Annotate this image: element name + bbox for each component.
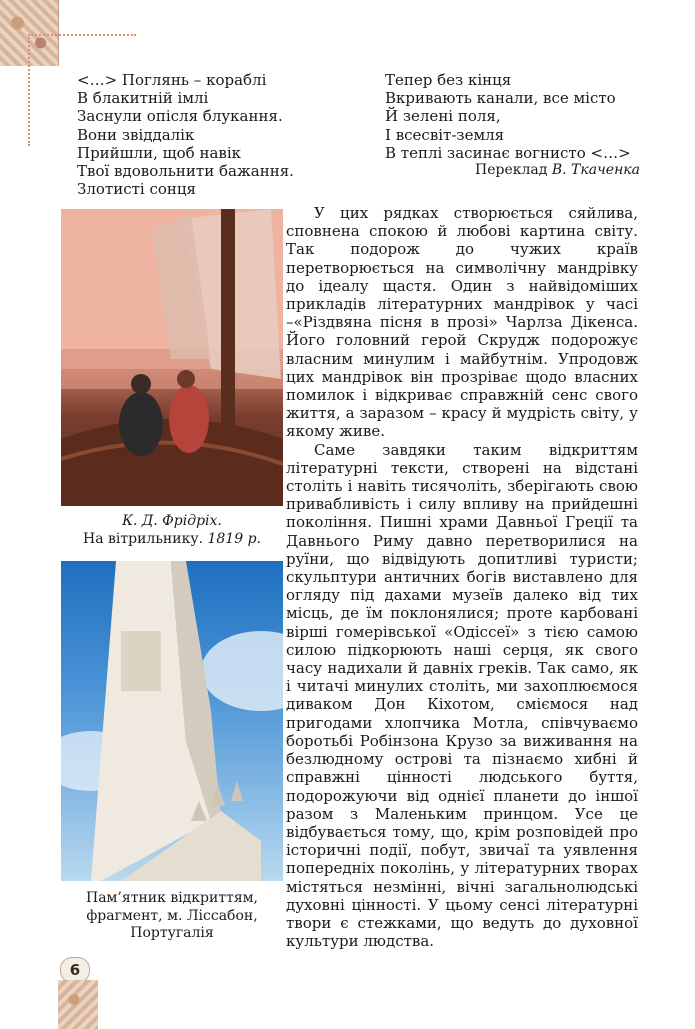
painting-year: 1819 р.	[207, 530, 261, 547]
poem-line: Злотисті сонця	[77, 180, 197, 199]
page-number: 6	[60, 957, 90, 983]
corner-ornament-bottom	[58, 980, 98, 1029]
poem-line: В теплі засинає вогнисто <…>	[385, 143, 631, 162]
monument-caption-line: фрагмент, м. Ліссабон,	[86, 907, 258, 924]
painting-on-sailboat-image	[61, 209, 283, 506]
poem-line: Тепер без кінця	[385, 71, 512, 89]
decorative-rule-horizontal	[28, 34, 136, 36]
painting-author: К. Д. Фрідріх.	[122, 513, 222, 529]
translation-prefix: Переклад	[475, 162, 552, 178]
paragraph: У цих рядках створюється сяйлива, сповнена спокою й любові картина світу. Так подорож до чужих країв перетворюється на символічну мандрівку до ідеалу щастя. Один з найвідоміших прикладів літературних мандрівок у часі –«Різдвяна пісня в прозі» Чарлза Дікенса. Його головний герой Скрудж подорожує власним минулим і майбутнім. Упродовж цих мандрівок він прозріває щодо власних помилок і відкриває справжній сенс свого життя, а заразом – красу й мудрість світу, у якому живе.	[286, 204, 638, 441]
monument-caption-line: Пам’ятник відкриттям,	[85, 890, 259, 906]
monument-photo-image	[61, 561, 283, 881]
poem-line: Вони звіддалік	[77, 125, 195, 144]
painting-caption	[61, 513, 283, 548]
monument-caption	[61, 890, 283, 943]
poem-line: І всесвіт-земля	[385, 125, 505, 144]
poem-line: В блакитній імлі	[77, 89, 209, 108]
poem-line: Прийшли, щоб навік	[77, 143, 242, 162]
translator-name: В. Ткаченка	[551, 162, 640, 178]
paragraph: Саме завдяки таким відкриттям літературні тексти, створені на відстані століть і навіть тисячоліть, зберігають свою привабливість і силу впливу на прийдешні покоління. Пишні храми Давньої Греції та Давнього Риму давно перетворилися на руїни, що відвідують допитливі туристи; скульптури античних богів виставлено для огляду під дахами музеїв далеко від тих місць, де їм поклонялися; проте карбовані вірші гомерівської «Одіссеї» з тією самою силою підкорюють наші серця, як свого часу надихали й давніх греків. Так само, як і читачі минулих століть, ми захоплюємося диваком Дон Кіхотом, сміємося над пригодами хлопчика Мотла, співчуваємо боротьбі Робінзона Крузо за виживання на безлюдному острові та пізнаємо хибні й справжні цінності людського буття, подорожуючи від однієї планети до іншої разом з Маленьким принцом. Усе це відбувається тому, що, крім розповідей про історичні події, побут, звичаї та уявлення попередніх поколінь, у літературних творах містяться незмінні, вічні загальнолюдські духовні цінності. У цьому сенсі літературні твори є стежками, що ведуть до духовної культури людства.	[286, 440, 638, 951]
monument-caption-line: Португалія	[130, 925, 214, 941]
poem-line: Твої вдовольнити бажання.	[77, 162, 294, 181]
poem-line: Й зелені поля,	[385, 107, 501, 126]
decorative-rule-vertical	[28, 34, 30, 146]
poem-line: <…> Поглянь – кораблі	[77, 71, 267, 89]
poem-line: Вкривають канали, все місто	[385, 89, 616, 108]
translation-credit	[385, 162, 640, 178]
poem-right-column	[385, 71, 645, 162]
poem-line: Заснули опісля блукання.	[77, 107, 283, 126]
poem-left-column	[77, 71, 357, 198]
main-text	[286, 204, 638, 950]
painting-title: На вітрильнику.	[83, 530, 208, 547]
